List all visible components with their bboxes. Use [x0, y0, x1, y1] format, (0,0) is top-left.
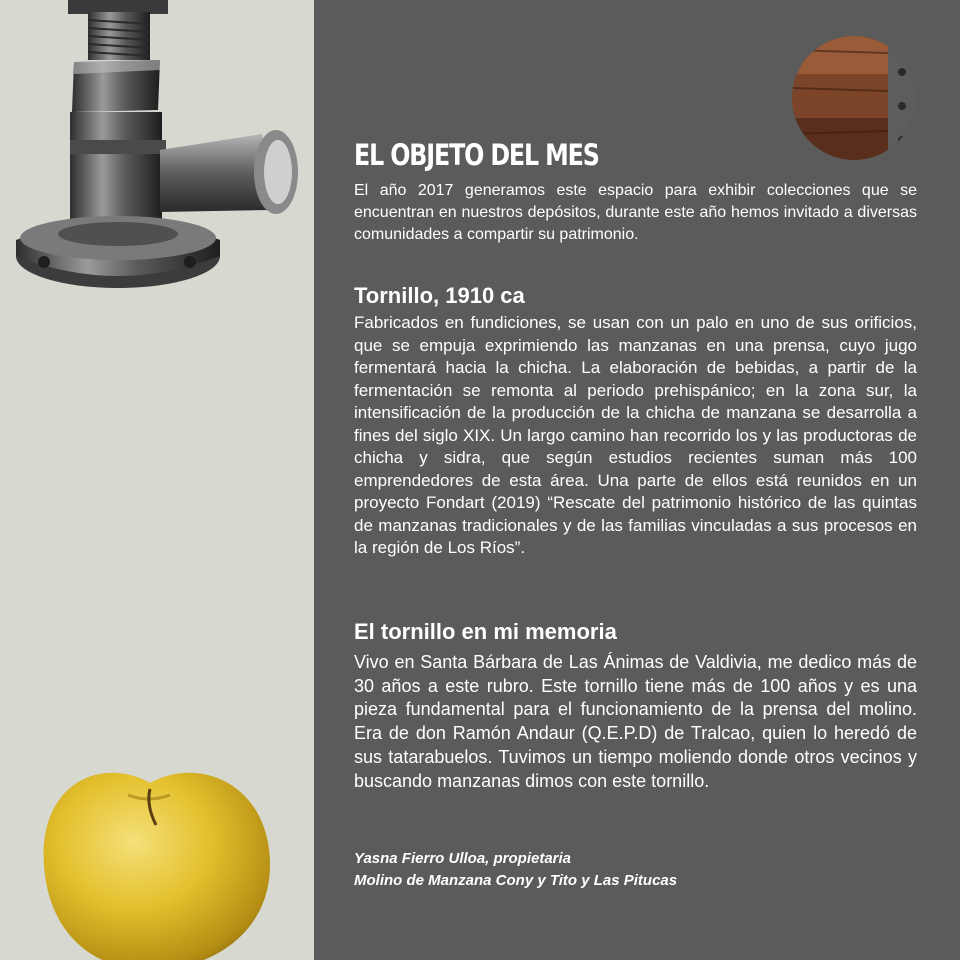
signature-organization: Molino de Manzana Cony y Tito y Las Pitucas [354, 872, 678, 889]
section-heading-memoria: El tornillo en mi memoria [354, 619, 617, 644]
signature [354, 848, 677, 892]
section-heading-tornillo: Tornillo, 1910 ca [354, 283, 525, 308]
intro-paragraph: El año 2017 generamos este espacio para exhibir colecciones que se encuentran en nuestros depósitos, durante este año hemos invitado a diversas comunidades a compartir su patrimonio. [354, 182, 917, 243]
signature-name: Yasna Fierro Ulloa, propietaria [354, 850, 572, 867]
wood-detail-image [792, 36, 916, 160]
section-body-tornillo: Fabricados en fundiciones, se usan con un palo en uno de sus orificios, que se empuja exprimiendo las manzanas en una prensa, cuyo jugo fermentará hacia la chicha. La elaboración de bebidas, a partir de la fermentación se remonta al periodo prehispánico; en la zona sur, la intensificación de la producción de la chicha de manzana se desarrolla a fines del siglo XIX. Un largo camino han recorrido los y las productoras de chicha y sidra, que según estudios recientes suman más 100 emprendedores de esta área. Una parte de ellos está reunidos en un proyecto Fondart (2019) “Rescate del patrimonio histórico de las quintas de manzanas tradicionales y de las familias vinculadas a sus procesos en la región de Los Ríos”. [354, 313, 917, 557]
page-title: EL OBJETO DEL MES [354, 138, 599, 172]
press-screw-image [0, 0, 314, 300]
apple-image [30, 755, 280, 960]
section-body-memoria: Vivo en Santa Bárbara de Las Ánimas de Valdivia, me dedico más de 30 años a este rubro. Este tornillo tiene más de 100 años y es una pieza fundamental para el funcionamiento de la prensa del molino. Era de don Ramón Andaur (Q.E.P.D) de Tralcao, quien lo heredó de sus tatarabuelos. Tuvimos un tiempo moliendo donde otros vecinos y buscando manzanas dimos con este tornillo. [354, 652, 917, 791]
